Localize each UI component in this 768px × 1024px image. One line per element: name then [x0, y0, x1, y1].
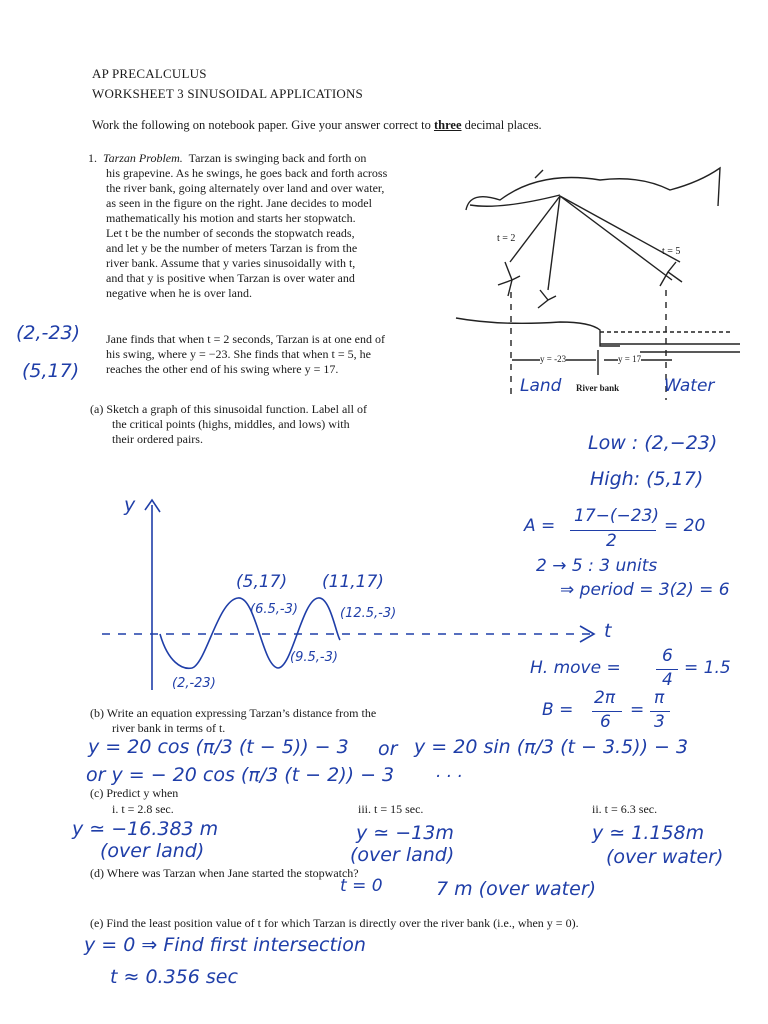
graph-point-high-1: (5,17) — [236, 572, 288, 592]
work-hmove-res: = 1.5 — [684, 658, 731, 678]
part-b-answer-1: y = 20 cos (π/3 (t − 5)) − 3 — [88, 736, 349, 758]
work-hmove-num: 6 — [662, 646, 673, 666]
work-amp-num: 17−(−23) — [574, 506, 660, 526]
figure-label-ypos: y = 17 — [618, 354, 642, 364]
work-b: B = — [542, 700, 574, 720]
part-c-answer-i: y ≃ −16.383 m — [72, 818, 219, 840]
graph-point-mid-3: (9.5,-3) — [290, 650, 338, 665]
part-b-answer-3: or y = − 20 cos (π/3 (t − 2)) − 3 — [86, 764, 395, 786]
problem-number: 1. — [88, 151, 97, 165]
problem-title: Tarzan Problem. — [103, 151, 183, 165]
part-c-iii: iii. t = 15 sec. — [358, 802, 424, 816]
course-title: AP PRECALCULUS — [92, 66, 207, 81]
figure-label-t5: t = 5 — [662, 246, 681, 257]
worksheet-title: WORKSHEET 3 SINUSOIDAL APPLICATIONS — [92, 86, 363, 101]
part-c-note-iii: (over land) — [350, 844, 455, 866]
figure-hand-land: Land — [520, 376, 562, 396]
work-hmove: H. move = — [530, 658, 621, 678]
margin-note-low: (2,-23) — [16, 322, 80, 344]
work-amp-den: 2 — [606, 531, 617, 551]
graph-point-low: (2,-23) — [172, 676, 216, 691]
part-c: (c) Predict y when — [90, 786, 179, 800]
part-d-answer: 7 m (over water) — [436, 878, 597, 900]
part-e: (e) Find the least position value of t for which Tarzan is directly over the river bank (i.e., when y = 0). — [90, 916, 579, 930]
graph-point-mid-2: (12.5,-3) — [340, 606, 397, 621]
graph-point-mid-1: (6.5,-3) — [250, 602, 298, 617]
part-b: (b) Write an equation expressing Tarzan’s distance from the river bank in terms of t. — [90, 706, 377, 735]
part-d-t0: t = 0 — [340, 876, 383, 896]
instructions-emphasis: three — [433, 118, 462, 132]
graph-point-high-2: (11,17) — [322, 572, 384, 592]
part-c-ii: ii. t = 6.3 sec. — [592, 802, 658, 816]
part-d: (d) Where was Tarzan when Jane started the stopwatch? — [90, 866, 359, 880]
part-a: (a) Sketch a graph of this sinusoidal function. Label all of the critical points (highs, middles, and lows) with their ordered pairs. — [90, 402, 367, 446]
jane-paragraph: Jane finds that when t = 2 seconds, Tarzan is at one end of his swing, where y = −23. She finds that when t = 5, he reaches the other end of his swing where y = 17. — [106, 332, 385, 376]
work-b-eq: = — [630, 700, 645, 720]
work-units: 2 → 5 : 3 units — [536, 556, 658, 576]
part-b-answer-2: y = 20 sin (π/3 (t − 3.5)) − 3 — [414, 736, 689, 758]
part-c-note-i: (over land) — [100, 840, 205, 862]
work-b-rnum: π — [654, 688, 665, 708]
part-e-answer-1: y = 0 ⇒ Find first intersection — [84, 934, 366, 956]
part-c-answer-iii: y ≃ −13m — [356, 822, 454, 844]
problem-1: 1. Tarzan Problem. Tarzan is swinging back and forth on his grapevine. As he swings, he goes back and forth across the river bank, going alternately over land and over water, as seen in the figure on the right. Jane decides to model mathematically his motion and starts her stopwatch. Let t be the number of seconds the stopwatch reads, and let y be the number of meters Tarzan is from the river bank. Assume that y varies sinusoidally with t, and that y is positive when Tarzan is over water and negative when he is over land. — [88, 151, 388, 300]
part-c-note-ii: (over water) — [606, 846, 724, 868]
part-b-dots: . . . — [436, 762, 464, 782]
part-c-answer-ii: y ≃ 1.158m — [592, 822, 705, 844]
part-c-i: i. t = 2.8 sec. — [112, 802, 174, 816]
figure-label-yneg: y = -23 — [540, 354, 567, 364]
figure-hand-water: Water — [664, 376, 715, 396]
work-period: ⇒ period = 3(2) = 6 — [560, 580, 730, 600]
instructions: Work the following on notebook paper. Give your answer correct to three decimal places. — [92, 118, 542, 132]
work-amp: A = — [524, 516, 556, 536]
work-high: High: (5,17) — [590, 468, 704, 490]
graph-y-label: y — [124, 494, 136, 516]
work-low: Low : (2,−23) — [588, 432, 718, 454]
work-b-rden: 3 — [654, 712, 665, 732]
margin-note-high: (5,17) — [22, 360, 80, 382]
figure-label-t2: t = 2 — [497, 233, 516, 244]
work-hmove-den: 4 — [662, 670, 673, 690]
graph-t-label: t — [604, 620, 612, 642]
part-b-or: or — [378, 738, 398, 760]
figure-label-riverbank: River bank — [576, 383, 620, 393]
part-e-answer-2: t ≈ 0.356 sec — [110, 966, 238, 988]
work-b-den: 6 — [600, 712, 611, 732]
work-amp-result: = 20 — [664, 516, 706, 536]
work-b-num: 2π — [594, 688, 616, 708]
